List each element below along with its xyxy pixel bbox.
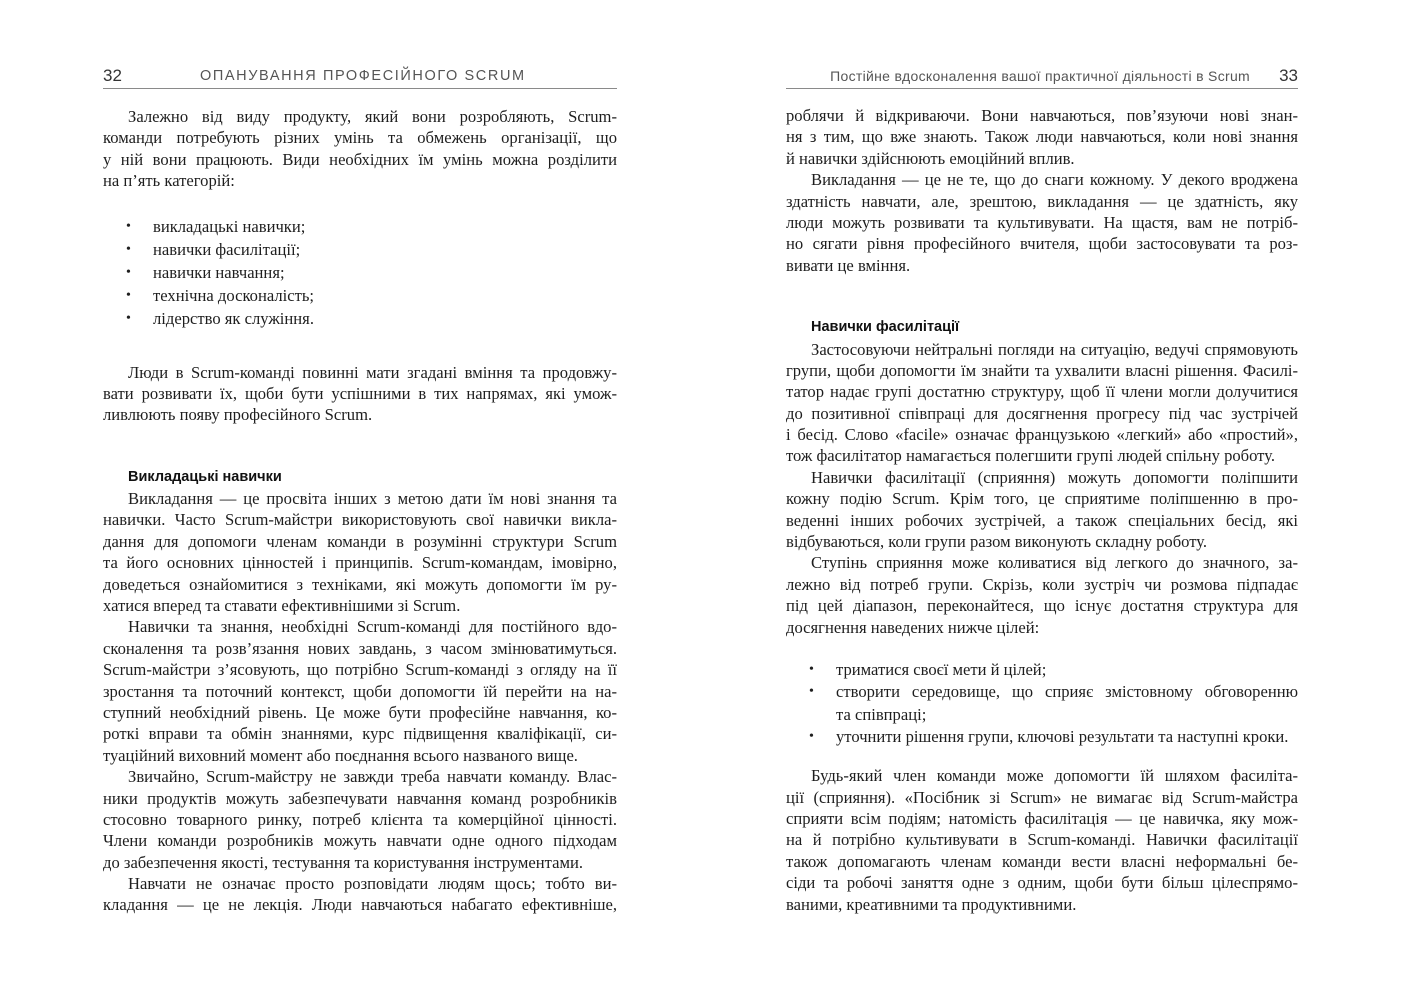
paragraph [103, 488, 617, 616]
right-page [786, 0, 1298, 1000]
paragraph [786, 467, 1298, 553]
text-line: сконалення та розв’язання нових завдань, з часом змінюватимуться. [103, 638, 617, 658]
list-item [128, 238, 617, 261]
left-page [103, 0, 617, 1000]
text-line: й навички здійснюють емоційний вплив. [786, 148, 1075, 168]
text-line: Ступінь сприяння може коливатися від легкого до значного, за- [811, 553, 1298, 573]
text-line: та його основних цінностей і принципів. Scrum-командам, імовірно, [103, 553, 617, 573]
bullet-list [128, 215, 617, 331]
text-line: ступний необхідний рівень. Це може бути професійне навчання, ко- [103, 702, 617, 722]
text-line: люди можуть розвивати та культивувати. На щастя, вам не потріб- [786, 212, 1298, 232]
text-line: Люди в Scrum-команді повинні мати згадані вміння та продовжу- [128, 362, 617, 382]
paragraph [786, 105, 1298, 169]
text-line: ваними, креативними та продуктивними. [786, 894, 1077, 914]
page-number: 33 [1279, 66, 1298, 85]
text-line: роткі вправи та обмін знаннями, курс підвищення кваліфікації, си- [103, 724, 617, 744]
text-line: туаційний виховний момент або поєднання всього названого вище. [103, 745, 578, 765]
paragraph [786, 765, 1298, 915]
page-number: 32 [103, 66, 122, 85]
text-line: технічна досконалість; [153, 286, 315, 306]
text-line: і бесід. Слово «facile» означає французькою «легкий» або «простий», [786, 425, 1298, 445]
paragraph [103, 873, 617, 916]
running-title: Постійне вдосконалення вашої практичної діяльності в Scrum [830, 68, 1250, 84]
text-line: навички навчання; [153, 262, 285, 282]
bullet-icon: • [809, 661, 814, 677]
text-line: Звичайно, Scrum-майстру не завжди треба навчати команду. Влас- [128, 767, 617, 787]
text-line: здатність навчати, але, зрештою, викладання — це здатність, яку [786, 191, 1298, 211]
bullet-icon: • [809, 684, 814, 700]
text-line: Будь-який член команди може допомогти їй шляхом фасиліта- [811, 766, 1298, 786]
text-line: на й потрібно культивувати в Scrum-команді. Навички фасилітації [786, 830, 1298, 850]
text-line: у ній вони працюють. Види необхідних їм умінь можна розділити [103, 149, 617, 169]
text-line: лежно від потреб групи. Скрізь, коли зустріч чи розмова підпадає [786, 574, 1298, 594]
text-line: команди потребують різних умінь та обмежень організації, що [103, 128, 617, 148]
text-line: веденні інших робочих зустрічей, а також спеціальних бесід, які [786, 510, 1298, 530]
text-line: навички. Часто Scrum-майстри використовують свої навички викла- [103, 510, 617, 530]
list-item [128, 261, 617, 284]
text-line: викладацькі навички; [153, 216, 306, 236]
paragraph [786, 169, 1298, 276]
running-header [103, 64, 617, 89]
page-body [103, 106, 617, 916]
text-line: вивати це вміння. [786, 255, 911, 275]
text-line: доведеться ознайомитися з техніками, які можуть допомогти їм ру- [103, 574, 617, 594]
text-line: ники продуктів можуть забезпечувати навчання команд розробників [103, 788, 617, 808]
paragraph [103, 362, 617, 426]
bullet-list [811, 659, 1298, 748]
paragraph [103, 616, 617, 766]
page-body [786, 105, 1298, 915]
running-header [786, 64, 1298, 89]
section-heading: Навички фасилітації [811, 319, 960, 336]
text-line: навички фасилітації; [153, 239, 301, 259]
text-line: Scrum-майстри з’ясовують, що потрібно Scrum-команді з огляду на її [103, 660, 617, 680]
text-line: зростання та поточний контекст, щоби допомогти їй перейти на на- [103, 681, 617, 701]
text-line: під цей діапазон, переконайтеся, що існує достатня структура для [786, 596, 1298, 616]
text-line: роблячи й відкриваючи. Вони навчаються, пов’язуючи нові знан- [786, 106, 1298, 125]
text-line: до забезпечення якості, тестування та користування інструментами. [103, 852, 584, 872]
text-line: Навички фасилітації (сприяння) можуть допомогти поліпшити [811, 467, 1298, 487]
list-item [811, 681, 1298, 726]
bullet-icon: • [126, 288, 131, 304]
list-item [128, 215, 617, 238]
bullet-icon: • [126, 218, 131, 234]
text-line: сіди та робочі заняття одне з одним, щоби бути більш цілеспрямо- [786, 873, 1298, 893]
text-line: на п’ять категорій: [103, 171, 235, 191]
paragraph [103, 106, 617, 192]
text-line: відбуваються, коли групи разом виконують складну роботу. [786, 532, 1208, 552]
text-line: ня з тим, що вже знають. Також люди навчаються, коли нові знання [786, 127, 1298, 147]
bullet-icon: • [126, 311, 131, 327]
paragraph [103, 766, 617, 873]
section-heading: Викладацькі навички [128, 468, 282, 485]
text-line: ції (сприяння). «Посібник зі Scrum» не вимагає від Scrum-майстра [786, 787, 1298, 807]
text-line: Навчати не означає просто розповідати людям щось; тобто ви- [128, 874, 617, 894]
list-item [811, 726, 1298, 748]
text-line: до позитивної співпраці для досягнення прогресу під час зустрічей [786, 403, 1298, 423]
text-line: стосовно товарного ринку, потреб клієнта та комерційної цінності. [103, 809, 617, 829]
text-line: кладання — це не лекція. Люди навчаються набагато ефективніше, [103, 895, 617, 915]
bullet-icon: • [126, 241, 131, 257]
list-item [128, 307, 617, 330]
text-line: групи, щоби допомогти їм знайти та ухвалити власні рішення. Фасилі- [786, 360, 1298, 380]
paragraph [786, 552, 1298, 638]
text-line: сприяти всім подіям; натомість фасилітація — це навичка, яку мож- [786, 808, 1298, 828]
text-line: та співпраці; [836, 704, 927, 724]
text-line: Викладання — це не те, що до снаги кожному. У декого вроджена [811, 170, 1298, 190]
text-line: но сягати рівня професійного вчителя, щоби застосовувати та роз- [786, 234, 1298, 254]
text-line: створити середовище, що сприяє змістовному обговоренню [836, 682, 1298, 702]
text-line: тож фасилітатор намагається полегшити групі людей спільну роботу. [786, 446, 1276, 466]
text-line: лідерство як служіння. [153, 309, 314, 329]
text-line: триматися своєї мети й цілей; [836, 659, 1047, 679]
text-line: вати розвивати їх, щоби бути успішними в тих напрямах, які умож- [103, 383, 617, 403]
list-item [128, 284, 617, 307]
text-line: також допомагають членам команди вести власні неформальні бе- [786, 851, 1298, 871]
bullet-icon: • [126, 264, 131, 280]
text-line: Застосовуючи нейтральні погляди на ситуацію, ведучі спрямовують [811, 339, 1298, 359]
text-line: дання для допомоги членам команди в розумінні структури Scrum [103, 531, 617, 551]
text-line: уточнити рішення групи, ключові результати та наступні кроки. [836, 726, 1289, 746]
text-line: хатися вперед та ставати ефективнішими зі Scrum. [103, 596, 461, 616]
text-line: Навички та знання, необхідні Scrum-команді для постійного вдо- [128, 617, 617, 637]
text-line: татор надає групі достатню структуру, щоб її члени могли долучитися [786, 382, 1298, 402]
text-line: Залежно від виду продукту, який вони розробляють, Scrum- [128, 107, 617, 126]
text-line: ливлюють появу професійного Scrum. [103, 405, 373, 425]
text-line: Викладання — це просвіта інших з метою дати їм нові знання та [128, 489, 617, 509]
bullet-icon: • [809, 728, 814, 744]
text-line: Члени команди розробників можуть навчати одне одного підходам [103, 831, 617, 851]
text-line: досягнення наведених нижче цілей: [786, 617, 1040, 637]
running-title: ОПАНУВАННЯ ПРОФЕСІЙНОГО SCRUM [200, 68, 526, 84]
paragraph [786, 339, 1298, 467]
text-line: кожну подію Scrum. Крім того, це сприятиме поліпшенню в про- [786, 489, 1298, 509]
list-item [811, 659, 1298, 681]
